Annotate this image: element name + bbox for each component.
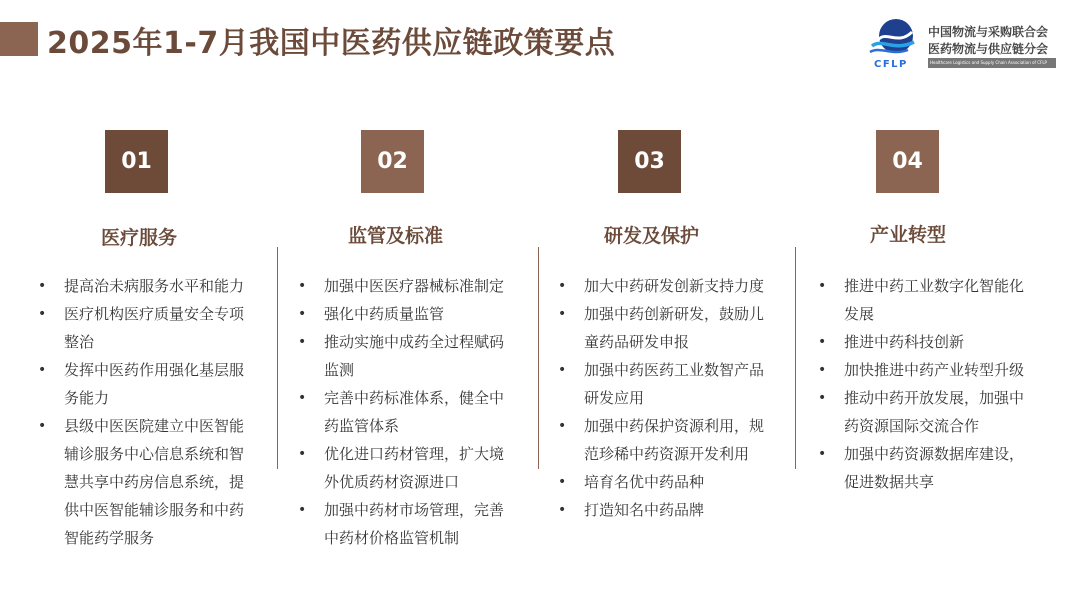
policy-list bbox=[558, 272, 778, 524]
logo-org-name: 中国物流与采购联合会 bbox=[928, 25, 1049, 39]
list-item: • 培育名优中药品种 bbox=[558, 468, 778, 496]
list-item: • 加强中医医疗器械标准制定 bbox=[298, 272, 518, 300]
list-item: • 打造知名中药品牌 bbox=[558, 496, 778, 524]
column-divider bbox=[277, 247, 278, 469]
list-item: • 加强中药保护资源利用，规范珍稀中药资源开发利用 bbox=[558, 412, 778, 468]
policy-list bbox=[818, 272, 1038, 496]
list-item: • 推进中药工业数字化智能化发展 bbox=[818, 272, 1038, 328]
list-item: • 提高治未病服务水平和能力 bbox=[38, 272, 258, 300]
column-divider bbox=[538, 247, 539, 469]
list-item: • 加强中药资源数据库建设，促进数据共享 bbox=[818, 440, 1038, 496]
list-item: • 医疗机构医疗质量安全专项整治 bbox=[38, 300, 258, 356]
column-number-badge: 04 bbox=[876, 130, 939, 193]
title-accent-bar bbox=[0, 22, 38, 56]
list-item: • 强化中药质量监管 bbox=[298, 300, 518, 328]
policy-list bbox=[298, 272, 518, 552]
logo-branch-name: 医药物流与供应链分会 bbox=[928, 42, 1049, 56]
column-title: 产业转型 bbox=[870, 224, 947, 246]
list-item: • 加大中药研发创新支持力度 bbox=[558, 272, 778, 300]
column-title: 医疗服务 bbox=[101, 227, 178, 249]
list-item: • 发挥中医药作用强化基层服务能力 bbox=[38, 356, 258, 412]
column-divider bbox=[795, 247, 796, 469]
column-title: 研发及保护 bbox=[604, 225, 700, 247]
column-number-badge: 03 bbox=[618, 130, 681, 193]
policy-list bbox=[38, 272, 258, 552]
list-item: • 加强中药医药工业数智产品研发应用 bbox=[558, 356, 778, 412]
column-number-badge: 02 bbox=[361, 130, 424, 193]
list-item: • 优化进口药材管理，扩大境外优质药材资源进口 bbox=[298, 440, 518, 496]
page-title: 2025年1-7月我国中医药供应链政策要点 bbox=[47, 26, 616, 61]
list-item: • 完善中药标准体系，健全中药监管体系 bbox=[298, 384, 518, 440]
list-item: • 加快推进中药产业转型升级 bbox=[818, 356, 1038, 384]
logo-abbr: CFLP bbox=[874, 59, 908, 70]
logo-english-name: Healthcare Logistics and Supply Chain Association of CFLP bbox=[928, 58, 1056, 68]
list-item: • 县级中医医院建立中医智能辅诊服务中心信息系统和智慧共享中药房信息系统，提供中医智能辅诊服务和中药智能药学服务 bbox=[38, 412, 258, 552]
list-item: • 推动实施中成药全过程赋码监测 bbox=[298, 328, 518, 384]
column-number-badge: 01 bbox=[105, 130, 168, 193]
list-item: • 推动中药开放发展，加强中药资源国际交流合作 bbox=[818, 384, 1038, 440]
column-title: 监管及标准 bbox=[348, 225, 444, 247]
list-item: • 推进中药科技创新 bbox=[818, 328, 1038, 356]
cflp-logo bbox=[868, 16, 1058, 72]
list-item: • 加强中药材市场管理，完善中药材价格监管机制 bbox=[298, 496, 518, 552]
list-item: • 加强中药创新研发，鼓励儿童药品研发申报 bbox=[558, 300, 778, 356]
